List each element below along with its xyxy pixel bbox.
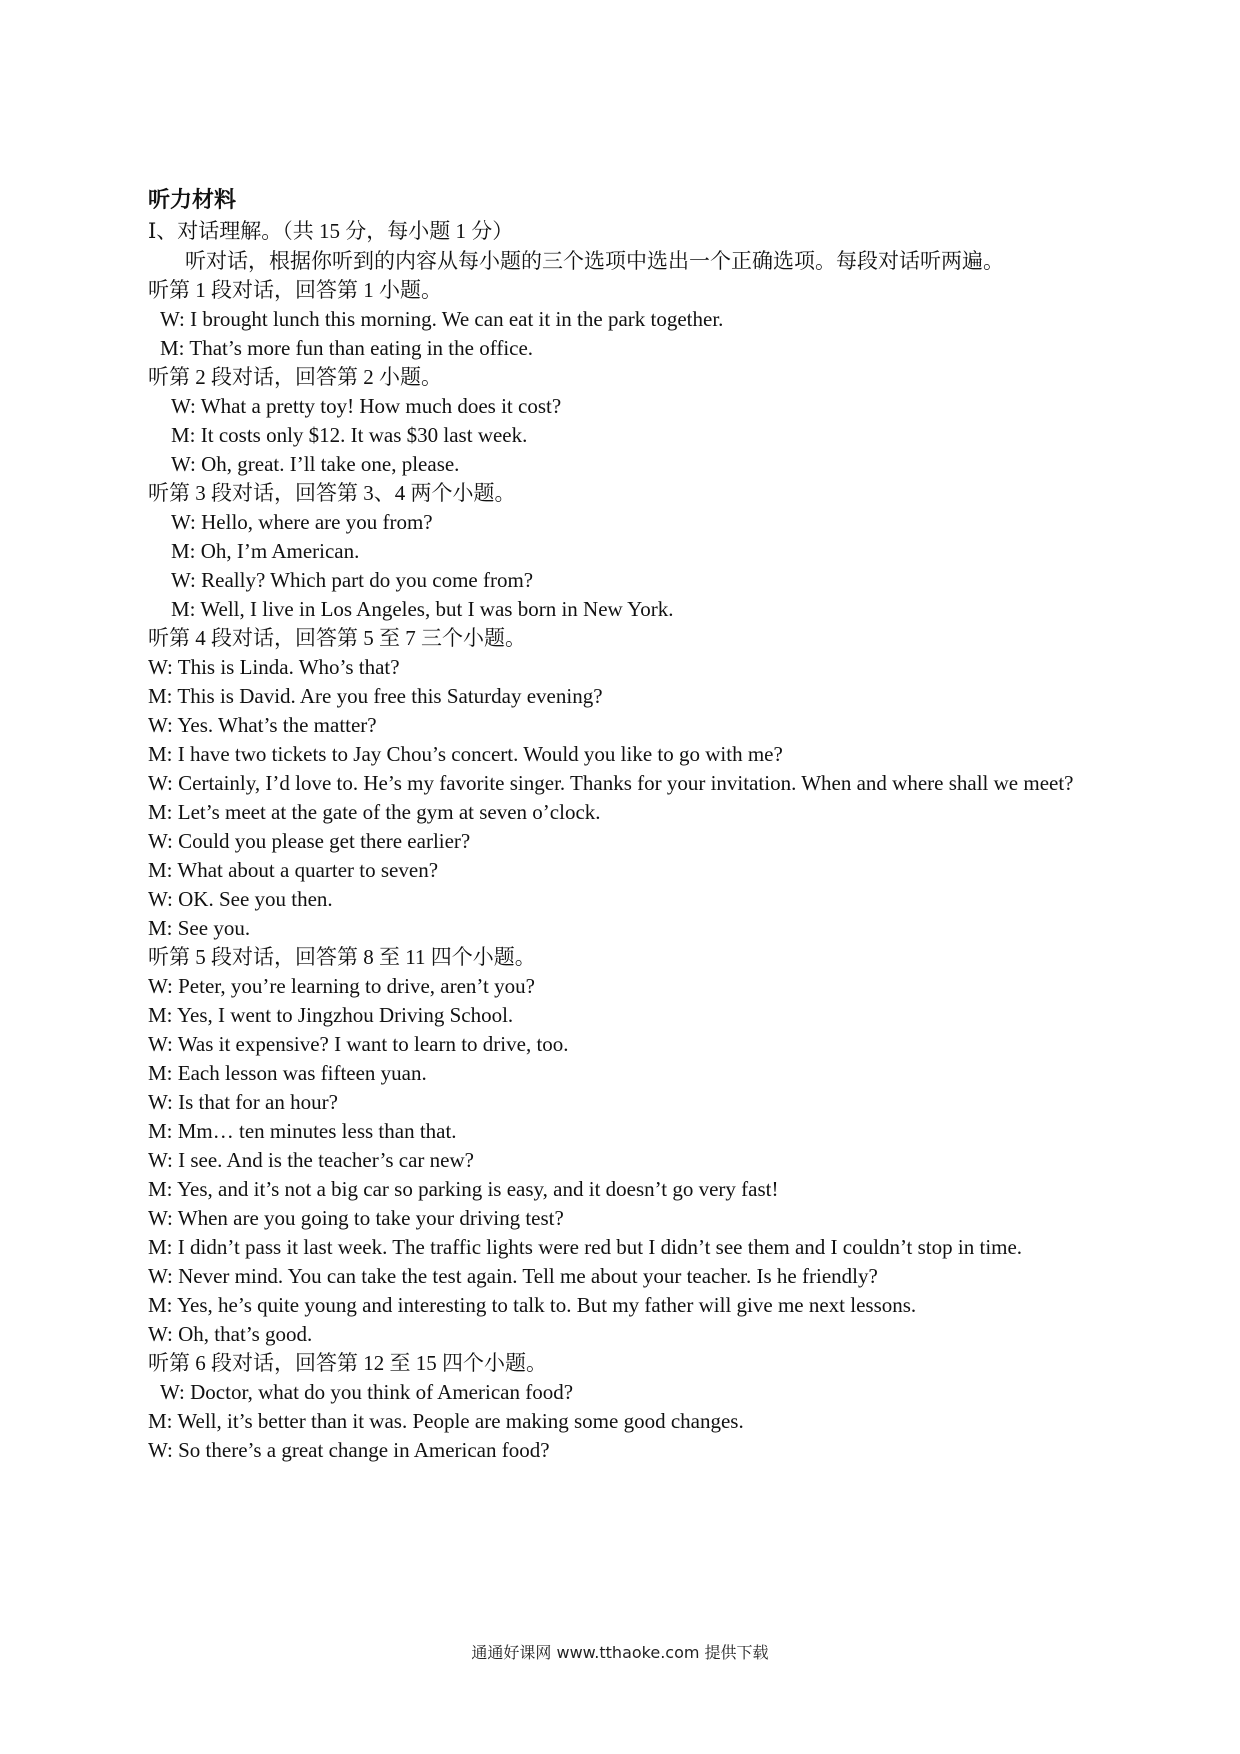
dialogue-line: W: Yes. What’s the matter?: [148, 713, 377, 737]
dialogue-line: W: Peter, you’re learning to drive, aren’t you?: [148, 974, 535, 998]
dialogue-line: M: Mm… ten minutes less than that.: [148, 1119, 457, 1143]
dialogue-line: M: Oh, I’m American.: [171, 539, 360, 563]
dialogue-line: W: I brought lunch this morning. We can eat it in the park together.: [160, 307, 724, 331]
dialogue-line: M: Well, I live in Los Angeles, but I was born in New York.: [171, 597, 674, 621]
dialogue-line: M: Yes, I went to Jingzhou Driving School.: [148, 1003, 514, 1027]
dialogue-line: W: Doctor, what do you think of American food?: [160, 1380, 574, 1404]
dialogue-line: W: Was it expensive? I want to learn to drive, too.: [148, 1032, 569, 1056]
dialogue-line: M: Yes, and it’s not a big car so parking is easy, and it doesn’t go very fast!: [148, 1177, 779, 1201]
page-heading: 听力材料: [148, 187, 237, 212]
dialogue-line: W: Is that for an hour?: [148, 1090, 338, 1114]
dialogue-line: M: This is David. Are you free this Saturday evening?: [148, 684, 603, 708]
section-instruction: 听对话，根据你听到的内容从每小题的三个选项中选出一个正确选项。每段对话听两遍。: [185, 249, 1004, 273]
dialogue-6-label: 听第 6 段对话，回答第 12 至 15 四个小题。: [148, 1351, 547, 1375]
dialogue-line: W: What a pretty toy! How much does it cost?: [171, 394, 562, 418]
dialogue-line: M: Yes, he’s quite young and interesting to talk to. But my father will give me next lessons.: [148, 1293, 917, 1317]
dialogue-line: W: Certainly, I’d love to. He’s my favorite singer. Thanks for your invitation. When and where shall we meet?: [148, 771, 1074, 795]
section-title: Ⅰ、对话理解。（共 15 分，每小题 1 分）: [148, 219, 514, 243]
dialogue-line: W: This is Linda. Who’s that?: [148, 655, 400, 679]
dialogue-line: M: See you.: [148, 916, 251, 940]
dialogue-line: M: Let’s meet at the gate of the gym at seven o’clock.: [148, 800, 601, 824]
dialogue-line: M: I didn’t pass it last week. The traffic lights were red but I didn’t see them and I couldn’t stop in time.: [148, 1235, 1023, 1259]
dialogue-line: W: Hello, where are you from?: [171, 510, 433, 534]
dialogue-line: W: When are you going to take your driving test?: [148, 1206, 564, 1230]
dialogue-2-label: 听第 2 段对话，回答第 2 小题。: [148, 365, 442, 389]
dialogue-line: M: What about a quarter to seven?: [148, 858, 439, 882]
dialogue-line: W: OK. See you then.: [148, 887, 333, 911]
page-footer: 通通好课网 www.tthaoke.com 提供下载: [471, 1643, 769, 1662]
dialogue-line: W: I see. And is the teacher’s car new?: [148, 1148, 474, 1172]
dialogue-line: M: Each lesson was fifteen yuan.: [148, 1061, 427, 1085]
dialogue-4-label: 听第 4 段对话，回答第 5 至 7 三个小题。: [148, 626, 526, 650]
dialogue-line: M: I have two tickets to Jay Chou’s concert. Would you like to go with me?: [148, 742, 783, 766]
dialogue-line: M: It costs only $12. It was $30 last week.: [171, 423, 528, 447]
dialogue-line: M: Well, it’s better than it was. People are making some good changes.: [148, 1409, 744, 1433]
dialogue-line: W: So there’s a great change in American food?: [148, 1438, 550, 1462]
dialogue-3-label: 听第 3 段对话，回答第 3、4 两个小题。: [148, 481, 516, 505]
dialogue-line: M: That’s more fun than eating in the office.: [160, 336, 534, 360]
page-content: [148, 183, 1093, 1465]
dialogue-line: W: Oh, great. I’ll take one, please.: [171, 452, 460, 476]
dialogue-line: W: Could you please get there earlier?: [148, 829, 471, 853]
dialogue-1-label: 听第 1 段对话，回答第 1 小题。: [148, 278, 442, 302]
dialogue-line: W: Really? Which part do you come from?: [171, 568, 534, 592]
dialogue-line: W: Oh, that’s good.: [148, 1322, 313, 1346]
dialogue-5-label: 听第 5 段对话，回答第 8 至 11 四个小题。: [148, 945, 536, 969]
dialogue-line: W: Never mind. You can take the test again. Tell me about your teacher. Is he friendly?: [148, 1264, 878, 1288]
